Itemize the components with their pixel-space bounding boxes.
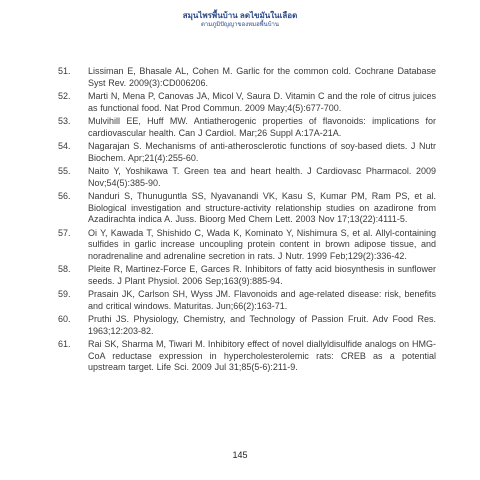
reference-text: Nanduri S, Thunuguntla SS, Nyavanandi VK, Kasu S, Kumar PM, Ram PS, et al. Biological investigation and structure-activity relationship studies on azadirone from Azadirachta indica A. Juss. Bioorg Med Chem Lett. 2003 Nov 17;13(22):4111-5.	[88, 191, 436, 224]
reference-number: 57.	[58, 227, 71, 238]
reference-item	[58, 66, 436, 89]
reference-number: 53.	[58, 116, 71, 126]
reference-item	[58, 141, 436, 164]
reference-item	[58, 91, 436, 114]
reference-item	[58, 264, 436, 287]
header-title: สมุนไพรพื้นบ้าน ลดไขมันในเลือด	[182, 11, 298, 20]
reference-text: Naito Y, Yoshikawa T. Green tea and heart health. J Cardiovasc Pharmacol. 2009 Nov;54(5):385-90.	[88, 166, 436, 188]
reference-list	[58, 66, 436, 376]
reference-number: 58.	[58, 264, 71, 274]
reference-number: 54.	[58, 141, 71, 151]
reference-text: Rai SK, Sharma M, Tiwari M. Inhibitory effect of novel diallyldisulfide analogs on HMG-CoA reductase expression in hypercholesterolemic rats: CREB as a potential upstream target. Life Sci. 2009 Jul 31;85(5-6):211-9.	[88, 339, 436, 372]
reference-text: Pruthi JS. Physiology, Chemistry, and Technology of Passion Fruit. Adv Food Res. 1963;12:203-82.	[88, 314, 436, 336]
reference-text: Mulvihill EE, Huff MW. Antiatherogenic properties of flavonoids: implications for cardiovascular health. Can J Cardiol. Mar;26 Suppl A:17A-21A.	[88, 116, 436, 138]
reference-text: Marti N, Mena P, Canovas JA, Micol V, Saura D. Vitamin C and the role of citrus juices as functional food. Nat Prod Commun. 2009 May;4(5):677-700.	[88, 91, 436, 113]
reference-item	[58, 116, 436, 139]
page-number: 145	[232, 450, 248, 460]
header-subtitle: ตามภูมิปัญญาของหมอพื้นบ้าน	[200, 22, 280, 28]
reference-item	[58, 314, 436, 337]
reference-item	[58, 339, 436, 374]
reference-text: Oi Y, Kawada T, Shishido C, Wada K, Kominato Y, Nishimura S, et al. Allyl-containing sulfides in garlic increase uncoupling protein content in brown adipose tissue, and noradrenaline and adrenaline secretion in rats. J Nutr. 1999 Feb;129(2):336-42.	[88, 227, 436, 261]
reference-number: 61.	[58, 339, 71, 349]
reference-number: 59.	[58, 289, 71, 299]
reference-text: Lissiman E, Bhasale AL, Cohen M. Garlic for the common cold. Cochrane Database Syst Rev. 2009(3):CD006206.	[88, 66, 436, 88]
reference-item	[58, 191, 436, 226]
reference-number: 51.	[58, 66, 71, 76]
page-header	[0, 10, 480, 30]
reference-item	[58, 228, 436, 263]
reference-item	[58, 166, 436, 189]
reference-item	[58, 289, 436, 312]
reference-text: Prasain JK, Carlson SH, Wyss JM. Flavonoids and age-related disease: risk, benefits and critical windows. Maturitas. Jun;66(2):163-71.	[88, 289, 436, 311]
reference-text: Pleite R, Martinez-Force E, Garces R. Inhibitors of fatty acid biosynthesis in sunflower seeds. J Plant Physiol. 2006 Sep;163(9):885-94.	[88, 264, 436, 286]
reference-number: 56.	[58, 191, 71, 201]
reference-number: 52.	[58, 91, 71, 101]
reference-text: Nagarajan S. Mechanisms of anti-atherosclerotic functions of soy-based diets. J Nutr Biochem. Apr;21(4):255-60.	[88, 141, 436, 163]
reference-number: 60.	[58, 314, 71, 324]
reference-number: 55.	[58, 166, 71, 176]
